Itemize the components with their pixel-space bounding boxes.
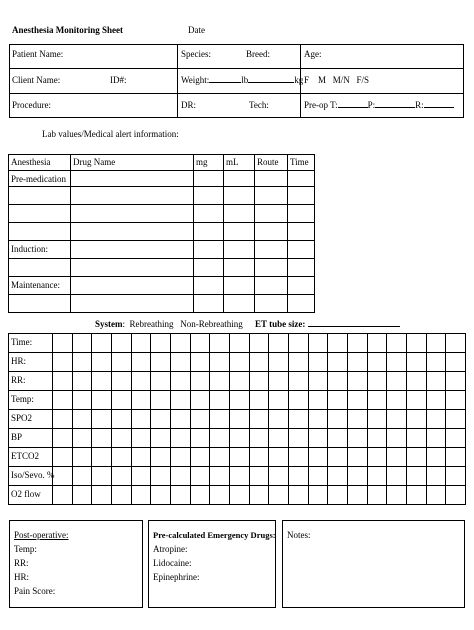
postop-title: Post-operative: xyxy=(14,530,69,540)
grid-row-rule xyxy=(8,466,466,467)
lidocaine-label[interactable]: Lidocaine: xyxy=(153,558,192,568)
monitor-row-label: Time: xyxy=(11,337,33,347)
grid-row-rule xyxy=(8,428,466,429)
sex-mn[interactable]: M/N xyxy=(332,75,350,85)
grid-row-rule xyxy=(8,333,466,334)
table-col-rule xyxy=(70,154,71,312)
weight-label: Weight: xyxy=(181,75,210,85)
nonrebreathing-option[interactable]: Non-Rebreathing xyxy=(180,319,243,329)
grid-col-rule xyxy=(367,333,368,504)
header-mg: mg xyxy=(196,157,208,167)
page-title: Anesthesia Monitoring Sheet xyxy=(12,25,123,35)
table-rule xyxy=(8,312,315,313)
system-label: System xyxy=(95,319,123,329)
grid-col-rule xyxy=(150,333,151,504)
monitor-row-label: Temp: xyxy=(11,394,34,404)
grid-col-rule xyxy=(131,333,132,504)
table-col-rule xyxy=(254,154,255,312)
grid-col-rule xyxy=(406,333,407,504)
table-rule xyxy=(8,294,315,295)
preop-t-label: Pre-op T: xyxy=(304,100,338,110)
table-col-rule xyxy=(314,154,315,312)
table-rule xyxy=(8,258,315,259)
preop-vitals[interactable] xyxy=(304,101,454,110)
grid-row-rule xyxy=(8,409,466,410)
system-row: System: Rebreathing Non-Rebreathing xyxy=(95,319,243,329)
monitor-row-label: ETCO2 xyxy=(11,451,39,461)
et-tube-field[interactable] xyxy=(255,320,400,329)
grid-row-rule xyxy=(8,371,466,372)
header-route: Route xyxy=(257,157,279,167)
grid-row-rule xyxy=(8,390,466,391)
preop-p-label: P: xyxy=(367,100,376,110)
grid-col-rule xyxy=(111,333,112,504)
grid-col-rule xyxy=(8,333,9,504)
lb-label: lb xyxy=(241,75,249,85)
grid-col-rule xyxy=(229,333,230,504)
postop-box xyxy=(9,520,143,608)
notes-box[interactable] xyxy=(282,520,465,608)
grid-col-rule xyxy=(170,333,171,504)
table-col-rule xyxy=(193,154,194,312)
kg-label: kg xyxy=(294,75,304,85)
grid-col-rule xyxy=(91,333,92,504)
table-rule xyxy=(8,186,315,187)
monitor-row-label: Iso/Sevo. % xyxy=(11,470,55,480)
tech-label[interactable]: Tech: xyxy=(249,100,269,110)
postop-temp[interactable]: Temp: xyxy=(14,544,37,554)
grid-col-rule xyxy=(465,333,466,504)
postop-rr[interactable]: RR: xyxy=(14,558,29,568)
postop-hr[interactable]: HR: xyxy=(14,572,30,582)
drug-row-label[interactable]: Maintenance: xyxy=(11,280,60,290)
species-label[interactable]: Species: xyxy=(181,49,211,59)
grid-col-rule xyxy=(209,333,210,504)
monitor-row-label: BP xyxy=(11,432,23,442)
weight-field[interactable] xyxy=(181,76,303,85)
sex-fs[interactable]: F/S xyxy=(356,75,370,85)
monitor-row-label: SPO2 xyxy=(11,413,33,423)
breed-label[interactable]: Breed: xyxy=(246,49,270,59)
grid-col-rule xyxy=(308,333,309,504)
table-col-rule xyxy=(287,154,288,312)
header-anesthesia: Anesthesia xyxy=(11,157,51,167)
client-name-label[interactable]: Client Name: xyxy=(12,75,61,85)
drug-row-label[interactable]: Pre-medication xyxy=(11,174,66,184)
header-time: Time xyxy=(290,157,309,167)
dr-label[interactable]: DR: xyxy=(181,100,197,110)
header-ml: mL xyxy=(226,157,239,167)
monitor-row-label: RR: xyxy=(11,375,26,385)
date-label: Date xyxy=(188,25,205,35)
grid-col-rule xyxy=(386,333,387,504)
table-rule xyxy=(8,240,315,241)
atropine-label[interactable]: Atropine: xyxy=(153,544,188,554)
emergency-title: Pre-calculated Emergency Drugs: xyxy=(153,530,276,540)
et-tube-label: ET tube size: xyxy=(255,319,306,329)
sex-m[interactable]: M xyxy=(318,75,327,85)
grid-row-rule xyxy=(8,352,466,353)
id-label[interactable]: ID#: xyxy=(110,75,127,85)
table-rule xyxy=(8,222,315,223)
grid-col-rule xyxy=(327,333,328,504)
table-rule xyxy=(8,154,315,155)
grid-row-rule xyxy=(8,485,466,486)
epinephrine-label[interactable]: Epinephrine: xyxy=(153,572,200,582)
grid-col-rule xyxy=(190,333,191,504)
grid-col-rule xyxy=(72,333,73,504)
lab-values-label: Lab values/Medical alert information: xyxy=(42,129,179,139)
postop-pain-score[interactable]: Pain Score: xyxy=(14,586,56,596)
table-col-rule xyxy=(223,154,224,312)
grid-col-rule xyxy=(249,333,250,504)
table-rule xyxy=(8,170,315,171)
drug-row-label[interactable]: Induction: xyxy=(11,244,48,254)
table-rule xyxy=(8,204,315,205)
monitor-row-label: HR: xyxy=(11,356,27,366)
grid-row-rule xyxy=(8,504,466,505)
patient-name-label[interactable]: Patient Name: xyxy=(12,49,64,59)
sex-f[interactable]: F xyxy=(304,75,310,85)
preop-r-label: R: xyxy=(415,100,424,110)
grid-col-rule xyxy=(268,333,269,504)
table-rule xyxy=(8,276,315,277)
header-drug-name: Drug Name xyxy=(73,157,116,167)
monitor-row-label: O2 flow xyxy=(11,489,41,499)
table-col-rule xyxy=(8,154,9,312)
grid-row-rule xyxy=(8,447,466,448)
grid-col-rule xyxy=(288,333,289,504)
emergency-drugs-box xyxy=(148,520,276,608)
grid-col-rule xyxy=(445,333,446,504)
grid-col-rule xyxy=(426,333,427,504)
rebreathing-option[interactable]: Rebreathing xyxy=(129,319,174,329)
procedure-label[interactable]: Procedure: xyxy=(12,100,51,110)
grid-col-rule xyxy=(347,333,348,504)
age-label[interactable]: Age: xyxy=(304,49,322,59)
sex-options[interactable] xyxy=(304,76,369,85)
notes-title: Notes: xyxy=(287,530,311,540)
